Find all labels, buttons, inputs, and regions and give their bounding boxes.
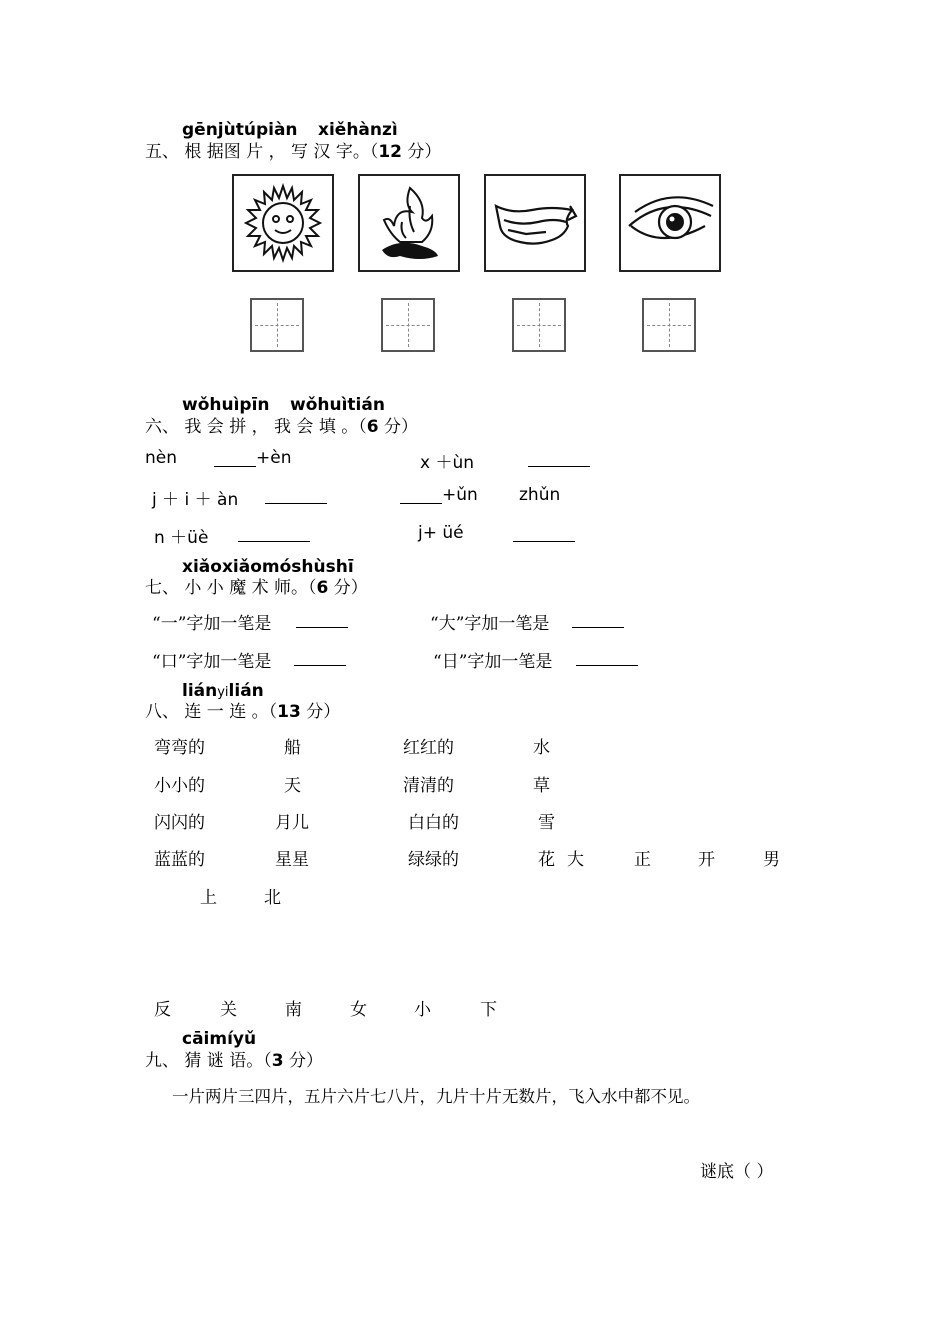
s8-r6-c6: 下 [480, 1000, 497, 1020]
s8-r3-c4: 雪 [538, 813, 555, 833]
s8-r4-c3: 绿绿的 [408, 850, 459, 870]
s8-r4-c1: 蓝蓝的 [154, 850, 205, 870]
s8-r4-extra-1: 大 [567, 850, 584, 870]
s8-r4-extra-2: 正 [634, 850, 651, 870]
s8-r2-c4: 草 [533, 776, 550, 796]
s8-r2-c1: 小小的 [154, 776, 205, 796]
s6-r3-b: j+ üé [418, 523, 464, 543]
s8-r3-c2: 月儿 [275, 813, 309, 833]
s6-r2-a: j ＋ i ＋ àn [152, 490, 239, 510]
s8-r1-c4: 水 [533, 738, 550, 758]
s6-r1-blank-1[interactable] [214, 452, 256, 467]
writing-grid-3[interactable] [512, 298, 566, 352]
eye-icon [621, 176, 719, 270]
s6-r3-a: n ＋üè [154, 528, 209, 548]
s9-riddle: 一片两片三四片，五片六片七八片，九片十片无数片，飞入水中都不见。 [172, 1087, 700, 1106]
s5-pinyin-2: xiěhànzì [318, 120, 398, 140]
s6-r1-c: x ＋ùn [420, 453, 475, 473]
s8-title: 八、 连 一 连 。（13 分） [145, 702, 341, 722]
s9-answer[interactable]: 谜底（ ） [700, 1162, 774, 1182]
s5-pinyin-1: gēnjùtúpiàn [182, 120, 298, 140]
s8-r4-extra-4: 男 [763, 850, 780, 870]
picture-sun [232, 174, 334, 272]
s6-r1-b: +èn [256, 448, 292, 468]
s6-pinyin-1: wǒhuìpīn [182, 395, 270, 415]
writing-grid-4[interactable] [642, 298, 696, 352]
s7-q3: “口”字加一笔是 [152, 652, 272, 672]
s8-r3-c3: 白白的 [408, 813, 459, 833]
s6-r1-a: nèn [145, 448, 178, 468]
s7-pinyin: xiǎoxiǎomóshùshī [182, 557, 354, 577]
s8-r1-c2: 船 [284, 738, 301, 758]
s8-r4-extra-3: 开 [698, 850, 715, 870]
s8-r4-c4: 花 [538, 850, 555, 870]
s8-r6-c1: 反 [154, 1000, 171, 1020]
s8-r4-c2: 星星 [275, 850, 309, 870]
s6-r2-blank-2[interactable] [400, 489, 442, 504]
s7-q2: “大”字加一笔是 [430, 614, 550, 634]
s7-q3-blank[interactable] [294, 651, 346, 666]
writing-grid-2[interactable] [381, 298, 435, 352]
picture-fire [358, 174, 460, 272]
s8-r6-c3: 南 [285, 1000, 302, 1020]
s8-r3-c1: 闪闪的 [154, 813, 205, 833]
s8-r6-c5: 小 [414, 1000, 431, 1020]
s6-r3-blank-2[interactable] [513, 527, 575, 542]
s8-pinyin: liányilián [182, 681, 264, 701]
s8-r6-c4: 女 [350, 1000, 367, 1020]
s6-title: 六、 我 会 拼 ， 我 会 填 。（6 分） [145, 417, 418, 437]
s6-r1-blank-2[interactable] [528, 452, 590, 467]
s8-r1-c3: 红红的 [403, 738, 454, 758]
s8-r5-c1: 上 [200, 888, 217, 908]
s9-title: 九、 猜 谜 语。（3 分） [145, 1051, 323, 1071]
s7-q1: “一”字加一笔是 [152, 614, 272, 634]
s5-title: 五、 根 据图 片 ， 写 汉 字。（12 分） [145, 142, 442, 162]
picture-boat [484, 174, 586, 272]
s9-pinyin: cāimíyǔ [182, 1029, 257, 1049]
s8-r2-c3: 清清的 [403, 776, 454, 796]
s6-r2-b: +ǔn [442, 485, 478, 505]
picture-eye [619, 174, 721, 272]
s8-r6-c2: 关 [220, 1000, 237, 1020]
s7-q2-blank[interactable] [572, 613, 624, 628]
writing-grid-1[interactable] [250, 298, 304, 352]
s7-title: 七、 小 小 魔 术 师。（6 分） [145, 578, 368, 598]
s6-r2-c: zhǔn [519, 485, 561, 505]
s6-pinyin-2: wǒhuìtián [290, 395, 385, 415]
boat-icon [486, 176, 584, 270]
s8-r1-c1: 弯弯的 [154, 738, 205, 758]
sun-icon [234, 176, 332, 270]
s6-r2-blank-1[interactable] [265, 489, 327, 504]
fire-icon [360, 176, 458, 270]
s6-r3-blank-1[interactable] [238, 527, 310, 542]
s7-q1-blank[interactable] [296, 613, 348, 628]
s8-r2-c2: 天 [284, 776, 301, 796]
s7-q4-blank[interactable] [576, 651, 638, 666]
s7-q4: “日”字加一笔是 [433, 652, 553, 672]
s8-r5-c2: 北 [264, 888, 281, 908]
